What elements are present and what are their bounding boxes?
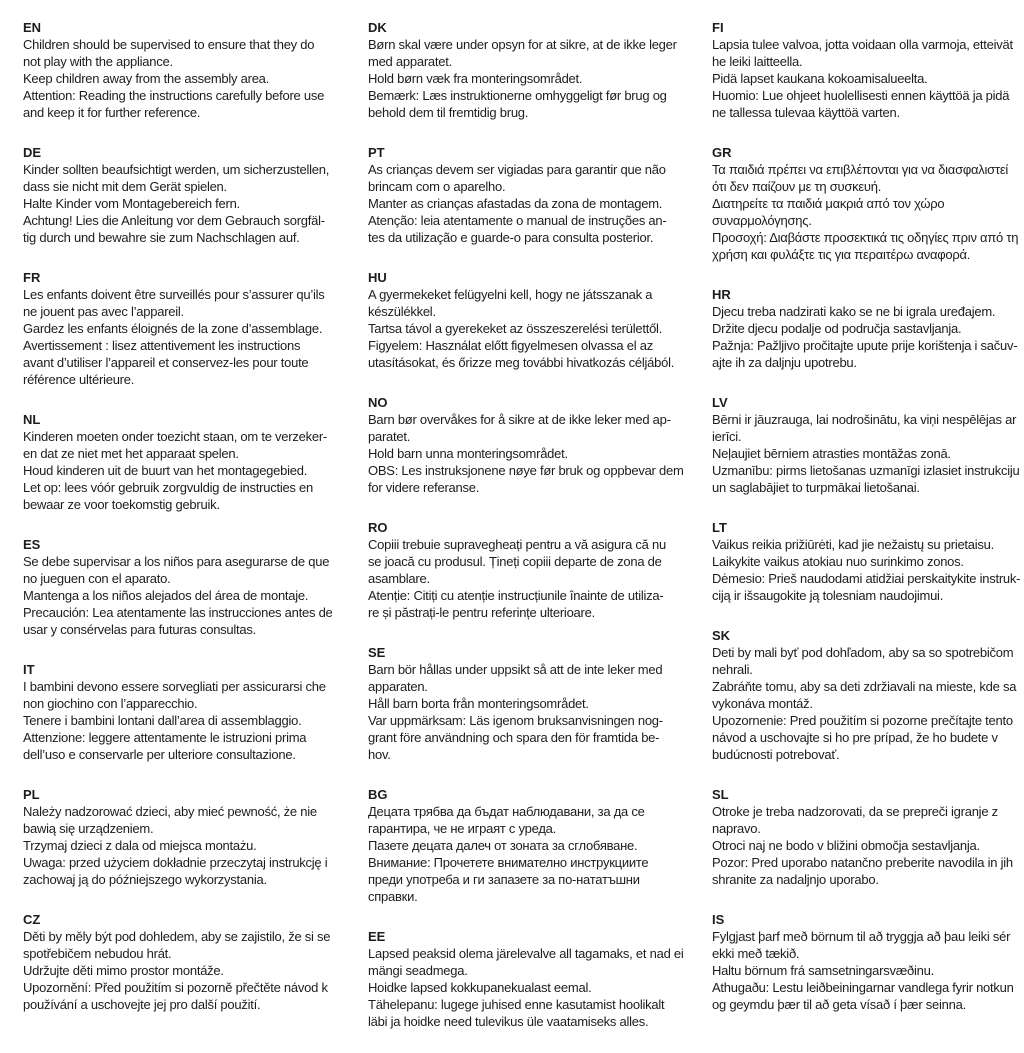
instruction-line: Se debe supervisar a los niños para asegurarse de que [23, 554, 330, 569]
instruction-line: dass sie nicht mit dem Gerät spielen. [23, 179, 227, 194]
instruction-line: Zabráňte tomu, aby sa deti zdržiavali na mieste, kde sa [712, 679, 1017, 694]
instruction-line: Håll barn borta från monteringsområdet. [368, 696, 589, 711]
instruction-line: ne tallessa tulevaa käyttöä varten. [712, 105, 900, 120]
instruction-line: Tähelepanu: lugege juhised enne kasutamist hoolikalt [368, 997, 665, 1012]
instruction-line: usar y consérvelas para futuras consultas. [23, 622, 257, 637]
language-section-en [23, 19, 368, 121]
instruction-line: Attenzione: leggere attentamente le istruzioni prima [23, 730, 307, 745]
language-section-se [368, 644, 712, 763]
instruction-line: grant före användning och spara den för framtida be- [368, 730, 660, 745]
instruction-line: apparaten. [368, 679, 428, 694]
instruction-line: Avertissement : lisez attentivement les instructions [23, 338, 301, 353]
instruction-line: asamblare. [368, 571, 430, 586]
instruction-line: Hoidke lapsed kokkupanekualast eemal. [368, 980, 592, 995]
language-section-gr [712, 144, 1018, 263]
instruction-line: Pidä lapset kaukana kokoamisalueelta. [712, 71, 928, 86]
instruction-line: no jueguen con el aparato. [23, 571, 171, 586]
language-code-label: LV [712, 395, 728, 410]
language-code-label: PL [23, 787, 40, 802]
instruction-line: Lapsed peaksid olema järelevalve all tagamaks, et nad ei [368, 946, 684, 961]
instruction-line: and keep it for further reference. [23, 105, 201, 120]
instruction-line: Let op: lees vóór gebruik zorgvuldig de instructies en [23, 480, 314, 495]
language-code-label: NL [23, 412, 41, 427]
instruction-line: Τα παιδιά πρέπει να επιβλέπονται για να διασφαλιστεί [712, 162, 1009, 177]
instruction-line: Upozornenie: Pred použitím si pozorne prečítajte tento [712, 713, 1013, 728]
language-code-label: DK [368, 20, 387, 35]
instruction-line: Tartsa távol a gyerekeket az összeszerelési területtől. [368, 321, 663, 336]
language-code-label: LT [712, 520, 727, 535]
instruction-line: he leiki laitteella. [712, 54, 803, 69]
instruction-line: As crianças devem ser vigiadas para garantir que não [368, 162, 666, 177]
instruction-line: Hold børn væk fra monteringsområdet. [368, 71, 583, 86]
text-column-3 [712, 19, 1021, 1053]
instruction-line: Držite djecu podalje od područja sastavljanja. [712, 321, 962, 336]
instruction-line: A gyermekeket felügyelni kell, hogy ne játsszanak a [368, 287, 653, 302]
instruction-line: nehrali. [712, 662, 753, 677]
instruction-line: συναρμολόγησης. [712, 213, 812, 228]
language-code-label: FI [712, 20, 724, 35]
instruction-line: shranite za nadaljnjo uporabo. [712, 872, 879, 887]
instruction-line: Hold barn unna monteringsområdet. [368, 446, 568, 461]
instruction-line: Kinderen moeten onder toezicht staan, om te verzeker- [23, 429, 327, 444]
instruction-line: Laikykite vaikus atokiau nuo surinkimo zonos. [712, 554, 964, 569]
language-section-nl [23, 411, 368, 513]
instruction-line: Deti by mali byť pod dohľadom, aby sa so spotrebičom [712, 645, 1014, 660]
instruction-line: avant d’utiliser l’appareil et conservez-les pour toute [23, 355, 309, 370]
language-code-label: SE [368, 645, 386, 660]
language-code-label: IT [23, 662, 35, 677]
instruction-line: läbi ja hoidke need tulevikus üle vaatamiseks alles. [368, 1014, 649, 1029]
text-column-1 [23, 19, 368, 1053]
text-column-2 [368, 19, 712, 1053]
instruction-line: I bambini devono essere sorvegliati per assicurarsi che [23, 679, 326, 694]
language-code-label: NO [368, 395, 388, 410]
language-section-it [23, 661, 368, 763]
instruction-line: Otroci naj ne bodo v bližini območja sestavljanja. [712, 838, 980, 853]
instruction-line: Kinder sollten beaufsichtigt werden, um sicherzustellen, [23, 162, 330, 177]
instruction-line: Børn skal være under opsyn for at sikre, at de ikke leger [368, 37, 677, 52]
instruction-line: Houd kinderen uit de buurt van het montagegebied. [23, 463, 308, 478]
instruction-line: Bemærk: Læs instruktionerne omhyggeligt før brug og [368, 88, 667, 103]
instruction-line: ierīci. [712, 429, 742, 444]
instruction-line: re și păstrați-le pentru referințe ulterioare. [368, 605, 595, 620]
instruction-line: Precaución: Lea atentamente las instrucciones antes de [23, 605, 333, 620]
instruction-line: se joacă cu produsul. Țineți copiii departe de zona de [368, 554, 662, 569]
instruction-line: Haltu börnum frá samsetningarsvæðinu. [712, 963, 934, 978]
instruction-line: non giochino con l’apparecchio. [23, 696, 198, 711]
instruction-line: Należy nadzorować dzieci, aby mieć pewność, że nie [23, 804, 317, 819]
instruction-line: bawią się urządzeniem. [23, 821, 154, 836]
instruction-line: гарантира, че не играят с уреда. [368, 821, 556, 836]
instruction-line: Atenție: Citiți cu atenție instrucțiunile înainte de utiliza- [368, 588, 664, 603]
instruction-line: χρήση και φυλάξτε τις για περαιτέρω αναφορά. [712, 247, 971, 262]
language-section-lv [712, 394, 1018, 496]
instruction-line: en dat ze niet met het apparaat spelen. [23, 446, 239, 461]
language-section-hr [712, 286, 1018, 371]
instruction-line: ciją ir išsaugokite ją tolesniam naudojimui. [712, 588, 944, 603]
instruction-line: tig durch und bewahre sie zum Nachschlagen auf. [23, 230, 300, 245]
language-section-no [368, 394, 712, 496]
language-section-fr [23, 269, 368, 388]
instruction-line: og geymdu þær til að geta vísað í þær seinna. [712, 997, 966, 1012]
instruction-line: utasításokat, és őrizze meg további hivatkozás céljából. [368, 355, 675, 370]
language-code-label: ES [23, 537, 41, 552]
instruction-line: budúcnosti potrebovať. [712, 747, 840, 762]
language-section-is [712, 911, 1018, 1013]
language-code-label: EN [23, 20, 42, 35]
instruction-line: Bērni ir jāuzrauga, lai nodrošinātu, ka viņi nespēlējas ar [712, 412, 1017, 427]
instruction-line: Athugaðu: Lestu leiðbeiningarnar vandlega fyrir notkun [712, 980, 1014, 995]
instruction-line: Dėmesio: Prieš naudodami atidžiai perskaitykite instruk- [712, 571, 1021, 586]
instruction-line: hov. [368, 747, 391, 762]
instruction-line: Внимание: Прочетете внимателно инструкциите [368, 855, 649, 870]
language-code-label: CZ [23, 912, 41, 927]
instruction-line: not play with the appliance. [23, 54, 173, 69]
instruction-line: používání a uschovejte jej pro další použití. [23, 997, 261, 1012]
instruction-line: ajte ih za daljnju upotrebu. [712, 355, 857, 370]
language-section-es [23, 536, 368, 638]
language-code-label: SL [712, 787, 729, 802]
language-section-lt [712, 519, 1021, 604]
language-code-label: BG [368, 787, 388, 802]
instruction-line: készülékkel. [368, 304, 436, 319]
instruction-line: Les enfants doivent être surveillés pour s’assurer qu’ils [23, 287, 325, 302]
instruction-line: Děti by měly být pod dohledem, aby se zajistilo, že si se [23, 929, 331, 944]
instruction-line: behold dem til fremtidig brug. [368, 105, 529, 120]
instruction-line: Pažnja: Pažljivo pročitajte upute prije korištenja i sačuv- [712, 338, 1018, 353]
instruction-line: Uzmanību: pirms lietošanas uzmanīgi izlasiet instrukciju [712, 463, 1020, 478]
language-code-label: RO [368, 520, 388, 535]
instruction-line: Gardez les enfants éloignés de la zone d’assemblage. [23, 321, 323, 336]
language-section-dk [368, 19, 712, 121]
instruction-line: Halte Kinder vom Montagebereich fern. [23, 196, 240, 211]
instruction-line: Achtung! Lies die Anleitung vor dem Gebrauch sorgfäl- [23, 213, 325, 228]
instruction-line: référence ultérieure. [23, 372, 135, 387]
instruction-line: Пазете децата далеч от зоната за сглобяване. [368, 838, 638, 853]
instruction-line: dell’uso e conservarle per ulteriore consultazione. [23, 747, 296, 762]
language-section-pl [23, 786, 368, 888]
language-section-sk [712, 627, 1018, 763]
instruction-line: справки. [368, 889, 418, 904]
language-code-label: HU [368, 270, 387, 285]
language-code-label: HR [712, 287, 731, 302]
instruction-line: Djecu treba nadzirati kako se ne bi igrala uređajem. [712, 304, 996, 319]
language-section-fi [712, 19, 1018, 121]
instruction-line: Barn bör hållas under uppsikt så att de inte leker med [368, 662, 663, 677]
instruction-line: un saglabājiet to turpmākai lietošanai. [712, 480, 920, 495]
instruction-line: Udržujte děti mimo prostor montáže. [23, 963, 224, 978]
instruction-line: ne jouent pas avec l’appareil. [23, 304, 184, 319]
language-section-de [23, 144, 368, 246]
language-section-hu [368, 269, 712, 371]
instruction-line: zachowaj ją do późniejszego wykorzystania. [23, 872, 267, 887]
instruction-line: Manter as crianças afastadas da zona de montagem. [368, 196, 663, 211]
instruction-line: Upozornění: Před použitím si pozorně přečtěte návod k [23, 980, 328, 995]
instruction-line: paratet. [368, 429, 411, 444]
instruction-line: Otroke je treba nadzorovati, da se prepreči igranje z [712, 804, 998, 819]
instruction-line: tes da utilização e guarde-o para consulta posterior. [368, 230, 654, 245]
instruction-line: ότι δεν παίζουν με τη συσκευή. [712, 179, 882, 194]
language-code-label: SK [712, 628, 731, 643]
instruction-line: преди употреба и ги запазете за по-нататъшни [368, 872, 640, 887]
language-code-label: FR [23, 270, 41, 285]
instruction-line: Προσοχή: Διαβάστε προσεκτικά τις οδηγίες πριν από τη [712, 230, 1019, 245]
instruction-line: Uwaga: przed użyciem dokładnie przeczytaj instrukcję i [23, 855, 328, 870]
instruction-line: spotřebičem nebudou hrát. [23, 946, 172, 961]
instruction-line: Tenere i bambini lontani dall’area di assemblaggio. [23, 713, 302, 728]
instruction-line: Attention: Reading the instructions carefully before use [23, 88, 325, 103]
instruction-line: Children should be supervised to ensure that they do [23, 37, 315, 52]
instruction-line: Pozor: Pred uporabo natančno preberite navodila in jih [712, 855, 1013, 870]
instruction-line: Διατηρείτε τα παιδιά μακριά από τον χώρο [712, 196, 945, 211]
instruction-line: Atenção: leia atentamente o manual de instruções an- [368, 213, 667, 228]
instruction-line: for videre referanse. [368, 480, 480, 495]
instruction-line: Barn bør overvåkes for å sikre at de ikke leker med ap- [368, 412, 671, 427]
language-code-label: DE [23, 145, 42, 160]
instruction-line: Keep children away from the assembly area. [23, 71, 270, 86]
instruction-line: med apparatet. [368, 54, 452, 69]
instruction-line: brincam com o aparelho. [368, 179, 506, 194]
instruction-line: vykonáva montáž. [712, 696, 813, 711]
instruction-line: Copiii trebuie supravegheați pentru a vă asigura că nu [368, 537, 666, 552]
instruction-line: bewaar ze voor toekomstig gebruik. [23, 497, 220, 512]
language-section-bg [368, 786, 712, 905]
instruction-line: mängi seadmega. [368, 963, 468, 978]
language-section-ee [368, 928, 712, 1030]
instruction-line: napravo. [712, 821, 761, 836]
instruction-line: ekki með tækið. [712, 946, 800, 961]
language-section-ro [368, 519, 712, 621]
instruction-line: Figyelem: Használat előtt figyelmesen olvassa el az [368, 338, 653, 353]
instruction-line: Neļaujiet bērniem atrasties montāžas zonā. [712, 446, 951, 461]
instruction-line: Vaikus reikia prižiūrėti, kad jie nežaistų su prietaisu. [712, 537, 995, 552]
language-code-label: PT [368, 145, 385, 160]
instruction-line: Huomio: Lue ohjeet huolellisesti ennen käyttöä ja pidä [712, 88, 1010, 103]
language-section-pt [368, 144, 712, 246]
instruction-line: Trzymaj dzieci z dala od miejsca montażu. [23, 838, 257, 853]
instruction-line: Var uppmärksam: Läs igenom bruksanvisningen nog- [368, 713, 663, 728]
language-code-label: EE [368, 929, 386, 944]
language-section-sl [712, 786, 1018, 888]
instruction-line: návod a uschovajte si ho pre prípad, že ho budete v [712, 730, 998, 745]
language-code-label: IS [712, 912, 725, 927]
instruction-line: Децата трябва да бъдат наблюдавани, за да се [368, 804, 645, 819]
instruction-line: OBS: Les instruksjonene nøye før bruk og oppbevar dem [368, 463, 684, 478]
instruction-line: Lapsia tulee valvoa, jotta voidaan olla varmoja, etteivät [712, 37, 1013, 52]
instruction-line: Mantenga a los niños alejados del área de montaje. [23, 588, 309, 603]
language-code-label: GR [712, 145, 732, 160]
instruction-line: Fylgjast þarf með börnum til að tryggja að þau leiki sér [712, 929, 1011, 944]
language-section-cz [23, 911, 368, 1013]
